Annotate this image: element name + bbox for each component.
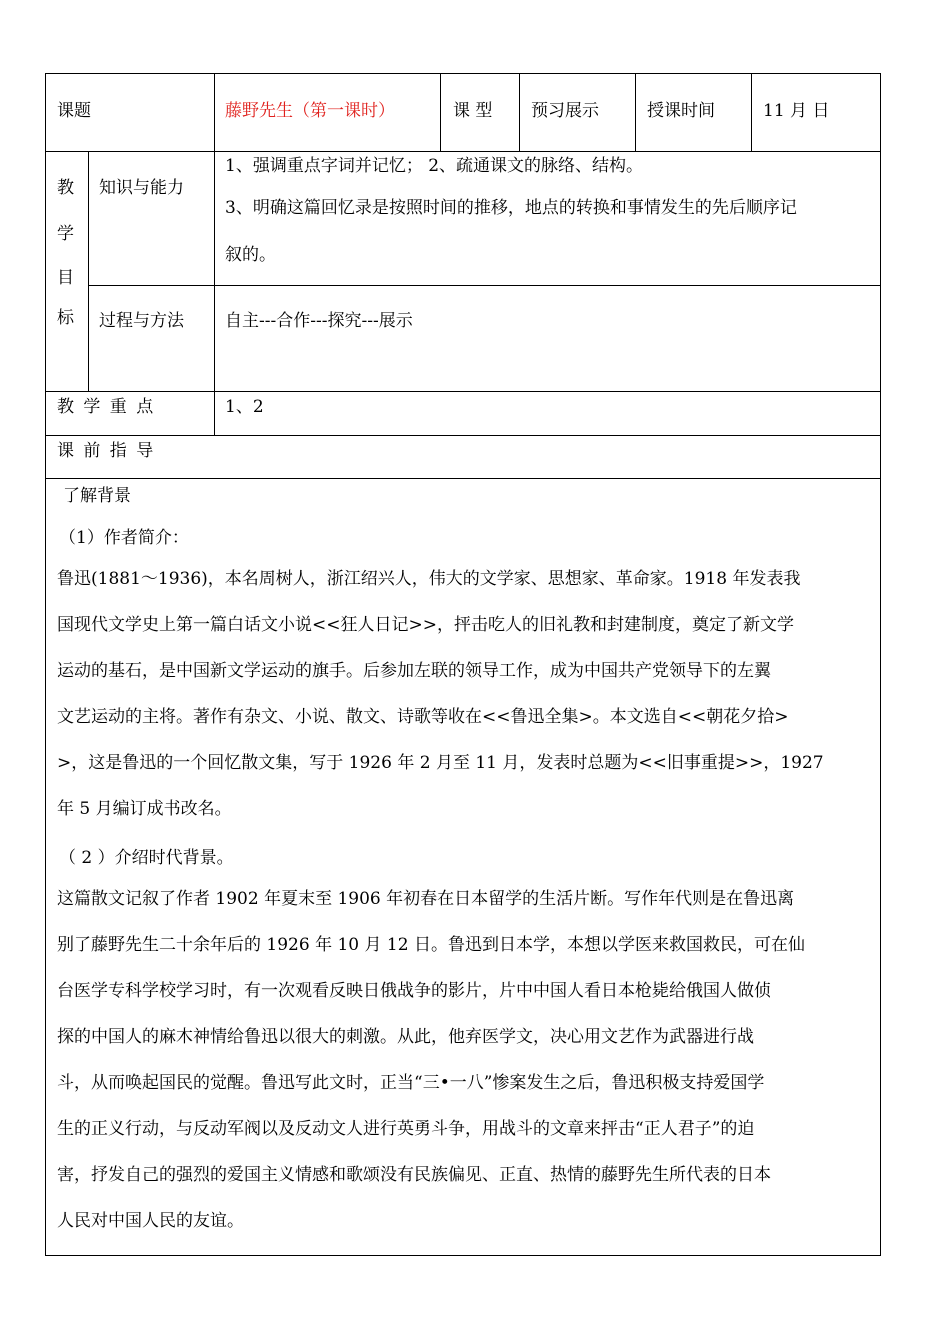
paragraph-line: 这篇散文记叙了作者 1902 年夏末至 1906 年初春在日本留学的生活片断。写作年代则是在鲁迅离 <box>57 889 795 909</box>
type-label: 课 型 <box>453 101 493 121</box>
paragraph-line: 别了藤野先生二十余年后的 1926 年 10 月 12 日。鲁迅到日本学，本想以学医来救国救民，可在仙 <box>57 935 805 955</box>
paragraph-line: 台医学专科学校学习时，有一次观看反映日俄战争的影片，片中中国人看日本枪毙给俄国人做侦 <box>57 981 771 1001</box>
col-divider <box>214 151 215 435</box>
author-paragraph <box>57 556 873 832</box>
paragraph-line: 文艺运动的主将。著作有杂文、小说、散文、诗歌等收在<<鲁迅全集>。本文选自<<朝花夕拾> <box>57 707 789 727</box>
section1-heading: （1）作者简介： <box>59 528 189 548</box>
col-divider <box>440 73 441 151</box>
goals-side-char: 教 <box>57 178 74 198</box>
row-divider <box>45 435 881 436</box>
row-divider <box>45 478 881 479</box>
paragraph-line: 生的正义行动，与反动军阀以及反动文人进行英勇斗争，用战斗的文章来抨击“正人君子”的迫 <box>57 1119 755 1139</box>
time-value: 11 月 日 <box>763 101 830 121</box>
col-divider <box>214 73 215 151</box>
focus-value: 1、2 <box>225 397 264 417</box>
paragraph-line: 人民对中国人民的友谊。 <box>57 1211 244 1231</box>
focus-label: 教 学 重 点 <box>57 397 154 417</box>
goals-side-char: 标 <box>57 308 74 328</box>
knowledge-line: 叙的。 <box>225 245 276 265</box>
row-divider <box>45 151 881 152</box>
goals-side-char: 目 <box>57 268 74 288</box>
guide-label: 课 前 指 导 <box>57 441 154 461</box>
knowledge-line: 1、强调重点字词并记忆； 2、疏通课文的脉络、结构。 <box>225 156 644 176</box>
paragraph-line: 斗，从而唤起国民的觉醒。鲁迅写此文时，正当“三•一八”惨案发生之后，鲁迅积极支持爱国学 <box>57 1073 765 1093</box>
col-divider <box>635 73 636 151</box>
intro-heading: 了解背景 <box>63 486 131 506</box>
section2-heading: （ 2 ）介绍时代背景。 <box>59 848 234 868</box>
paragraph-line: 国现代文学史上第一篇白话文小说<<狂人日记>>，抨击吃人的旧礼教和封建制度，奠定了新文学 <box>57 615 794 635</box>
paragraph-line: 鲁迅(1881～1936)，本名周树人，浙江绍兴人，伟大的文学家、思想家、革命家。1918 年发表我 <box>57 569 801 589</box>
knowledge-label: 知识与能力 <box>99 178 184 198</box>
paragraph-line: 害，抒发自己的强烈的爱国主义情感和歌颂没有民族偏见、正直、热情的藤野先生所代表的日本 <box>57 1165 771 1185</box>
background-paragraph <box>57 876 873 1244</box>
row-divider <box>45 391 881 392</box>
type-value: 预习展示 <box>531 101 599 121</box>
paragraph-line: 探的中国人的麻木神情给鲁迅以很大的刺激。从此，他弃医学文，决心用文艺作为武器进行战 <box>57 1027 754 1047</box>
time-label: 授课时间 <box>647 101 715 121</box>
process-value: 自主---合作---探究---展示 <box>225 311 413 331</box>
process-label: 过程与方法 <box>99 311 184 331</box>
goals-side-char: 学 <box>57 224 74 244</box>
col-divider <box>519 73 520 151</box>
paragraph-line: 运动的基石，是中国新文学运动的旗手。后参加左联的领导工作，成为中国共产党领导下的左翼 <box>57 661 771 681</box>
row-divider <box>88 285 881 286</box>
paragraph-line: >，这是鲁迅的一个回忆散文集，写于 1926 年 2 月至 11 月，发表时总题为<<旧事重提>>，1927 <box>57 753 824 773</box>
paragraph-line: 年 5 月编订成书改名。 <box>57 799 232 819</box>
topic-label: 课题 <box>57 101 91 121</box>
col-divider <box>751 73 752 151</box>
lesson-title: 藤野先生（第一课时） <box>225 101 395 121</box>
col-divider <box>88 151 89 391</box>
knowledge-line: 3、明确这篇回忆录是按照时间的推移，地点的转换和事情发生的先后顺序记 <box>225 198 797 218</box>
